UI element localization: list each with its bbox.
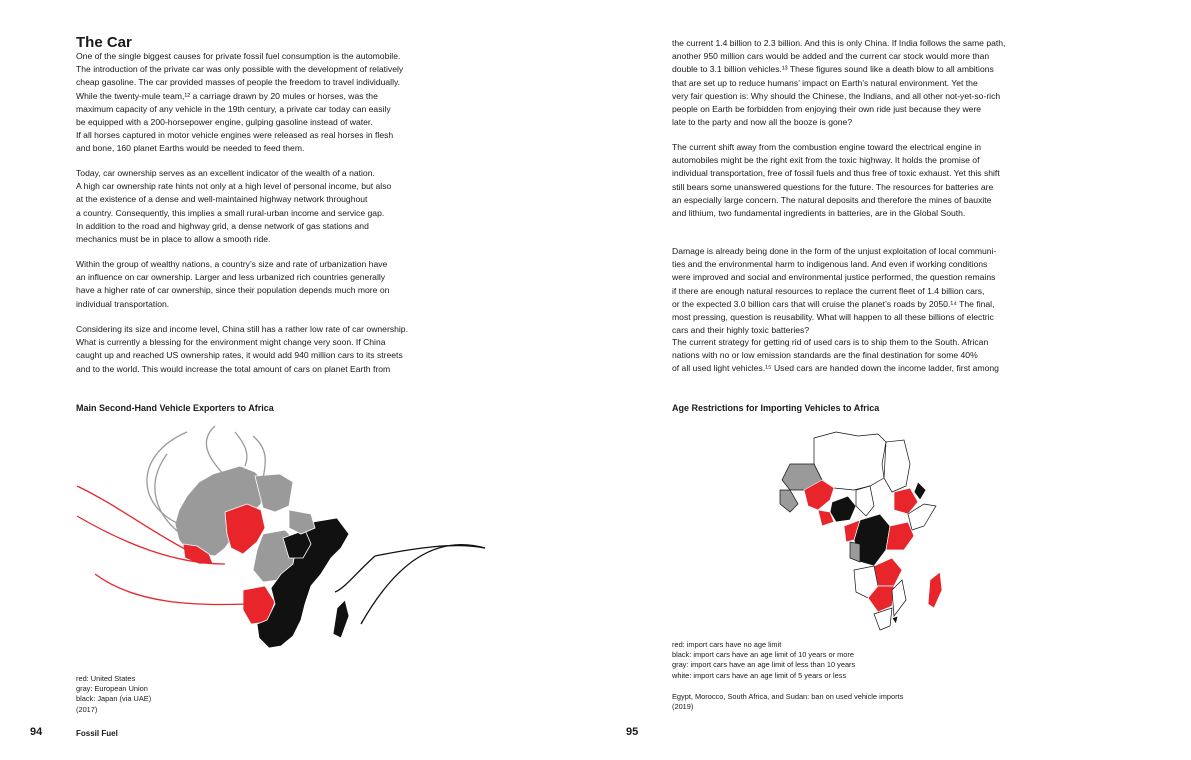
page-number: 95	[626, 726, 639, 738]
map-region-red	[886, 522, 914, 550]
map-region-white	[856, 486, 874, 516]
map-title: Main Second-Hand Vehicle Exporters to Africa	[76, 403, 274, 413]
paragraph: The current shift away from the combustion engine toward the electrical engine in automobiles might be the right exit from the toxic highway. It holds the promise of individual transportation, free of fossil fuels and thus free of toxic exhaust. Yet this shift still bears some unanswered questions for the future. The resources for batteries are an especially large concern. The natural deposits and therefore the mines of bauxite and lithium, two fundamental ingredients in batteries, are in the Global South.	[672, 142, 1000, 219]
map-region-black	[892, 616, 898, 624]
age-restrictions-map	[774, 430, 974, 640]
map-region-black	[333, 600, 349, 638]
left-page	[0, 0, 595, 760]
paragraph: the current 1.4 billion to 2.3 billion. And this is only China. If India follows the same path, another 950 million cars would be added and the current car stock would more than double to 3.1 billion vehicles.¹³ These figures sound like a death blow to all ambitions that are set up to reduce humans’ impact on Earth’s natural environment. Yet the very fair question is: Why should the Chinese, the Indians, and all other not-yet-so-rich people on Earth be forbidden from enjoying their own ride just because they were late to the party and now all the booze is gone?	[672, 38, 1006, 128]
paragraph: Today, car ownership serves as an excellent indicator of the wealth of a nation. A high car ownership rate hints not only at a high level of personal income, but also at the existence of a dense and well-maintained highway network throughout a country. Consequently, this implies a small rural-urban income and service gap. In addition to the road and highway grid, a dense network of gas stations and mechanics must be in place to allow a smooth ride.	[76, 168, 392, 245]
map-legend: red: import cars have no age limit black: import cars have an age limit of 10 years or more gray: import cars have an age limit of less than 10 years white: import cars have an age limit of 5 years or less	[672, 640, 856, 680]
page-number: 94	[30, 726, 43, 738]
paragraph: Within the group of wealthy nations, a country’s size and rate of urbanization have an influence on car ownership. Larger and less urbanized rich countries generally have a higher rate of car ownership, since their population depends much more on individual transportation.	[76, 259, 390, 309]
exporters-map	[75, 424, 495, 664]
map-title: Age Restrictions for Importing Vehicles to Africa	[672, 403, 880, 413]
map-region-gray	[850, 542, 860, 562]
paragraph: Considering its size and income level, China still has a rather low rate of car ownership. What is currently a blessing for the environment might change very soon. If China caught up and reached US ownership rates, it would add 940 million cars to its streets and to the world. This would increase the total amount of cars on planet Earth from	[76, 324, 408, 374]
map-region-white	[814, 432, 886, 490]
map-region-black	[830, 496, 856, 522]
paragraph: Damage is already being done in the form of the unjust exploitation of local communi- ties and the environmental harm to indigenous land. And even if working conditions were improved and social and environmental justice performed, the question remains if there are enough natural resources to replace the current fleet of 1.4 billion cars, or the expected 3.0 billion cars that will cruise the planet’s roads by 2050.¹⁴ The final, most pressing, question is reusability. What will happen to all these billions of electric cars and their highly toxic batteries?	[672, 246, 997, 336]
map-region-gray	[780, 490, 798, 512]
map-note: Egypt, Morocco, South Africa, and Sudan: ban on used vehicle imports (2019)	[672, 692, 904, 712]
map-legend: red: United States gray: European Union black: Japan (via UAE) (2017)	[76, 674, 152, 714]
paragraph: One of the single biggest causes for private fossil fuel consumption is the automobile. The introduction of the private car was only possible with the development of relatively cheap gasoline. The car provided masses of people the freedom to travel individually. While the twenty-mule team,¹² a carriage drawn by 20 mules or horses, was the maximum capacity of any vehicle in the 19th century, a private car today can easily be equipped with a 200-horsepower engine, gulping gasoline instead of water. If all horses captured in motor vehicle engines were released as real horses in flesh and bone, 160 planet Earths would be needed to feed them.	[76, 51, 404, 154]
running-head: Fossil Fuel	[76, 729, 118, 738]
map-region-black	[914, 482, 926, 500]
paragraph: The current strategy for getting rid of used cars is to ship them to the South. African nations with no or low emission standards are the final destination for some 40% of all used light vehicles.¹⁵ Used cars are handed down the income ladder, first among	[672, 337, 999, 374]
right-page	[596, 0, 1191, 760]
map-region-white	[884, 440, 910, 492]
map-region-gray	[255, 474, 293, 512]
section-heading: The Car	[76, 34, 132, 51]
map-region-white	[874, 608, 892, 630]
map-region-red	[928, 572, 942, 608]
map-region-red	[874, 558, 902, 586]
